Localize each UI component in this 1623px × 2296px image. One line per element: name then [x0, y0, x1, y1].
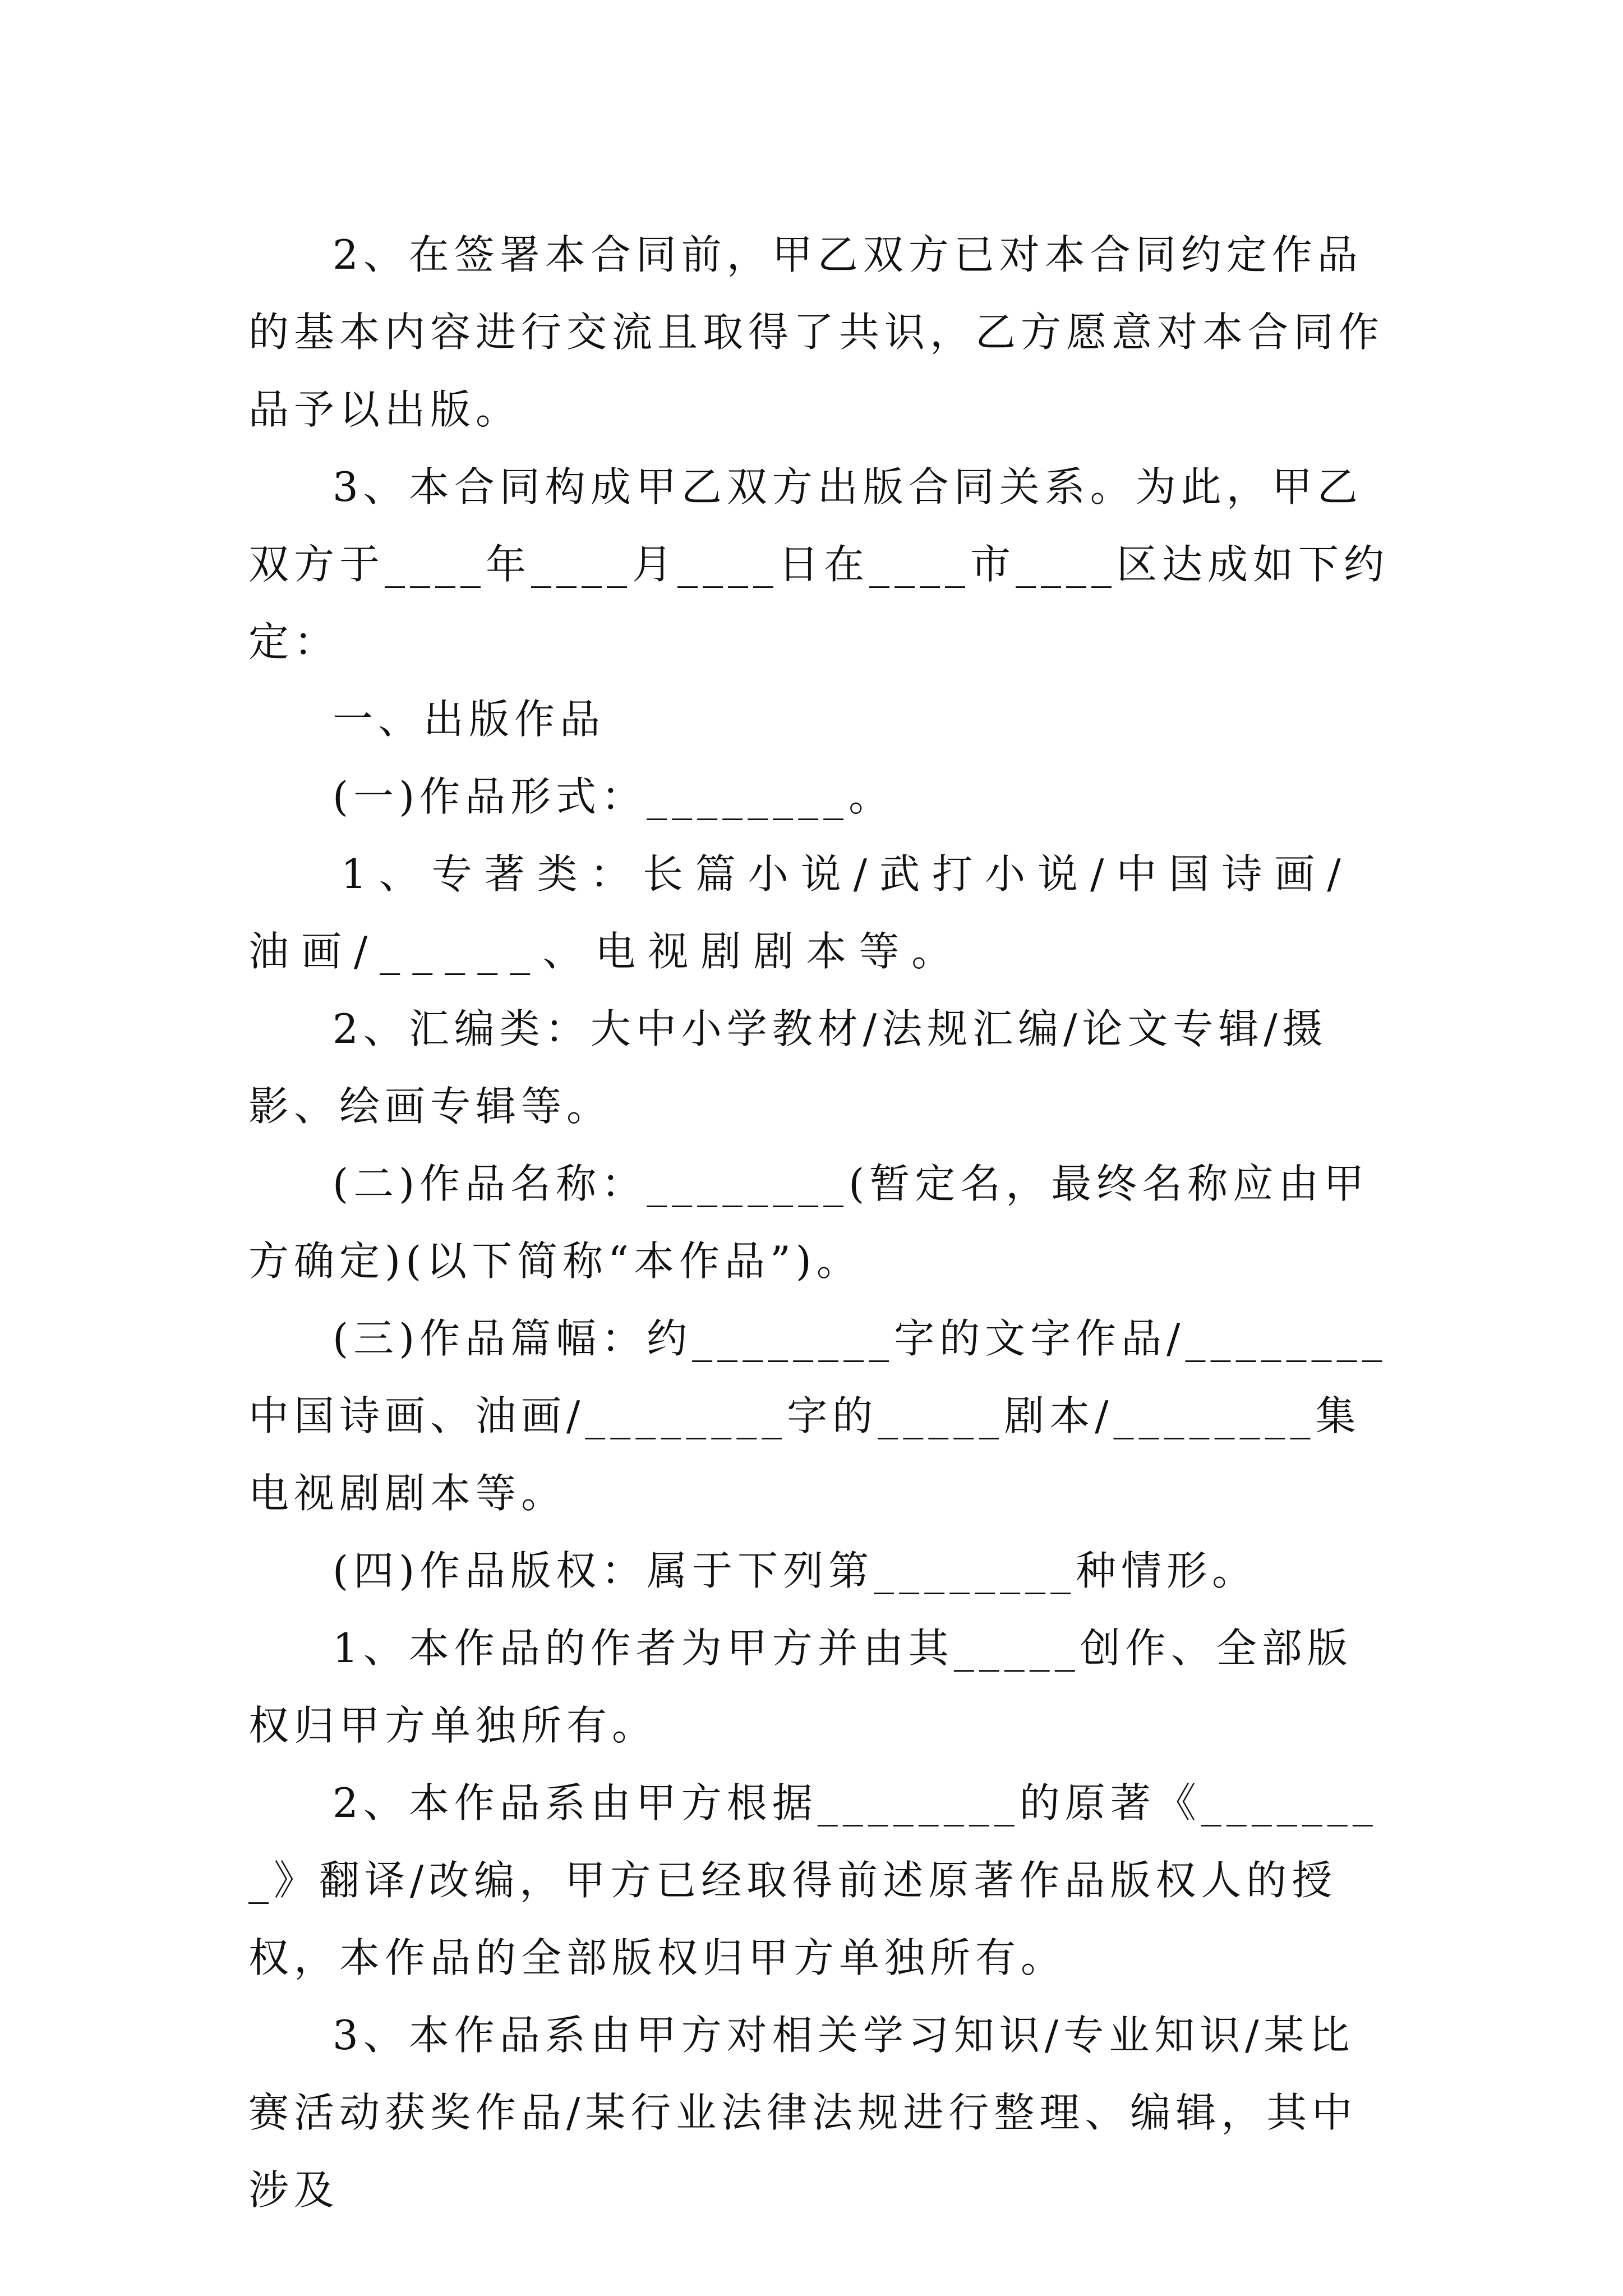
paragraph-copyright-case-1: 1、本作品的作者为甲方并由其_____创作、全部版权归甲方单独所有。: [248, 1625, 1353, 1749]
paragraph-work-length: (三)作品篇幅：约________字的文字作品/________中国诗画、油画/________字的_____剧本/________集电视剧剧本等。: [248, 1315, 1387, 1517]
paragraph-work-title: (二)作品名称：________(暂定名，最终名称应由甲方确定)(以下简称“本作品”)。: [248, 1160, 1370, 1285]
paragraph-copyright-case-3: 3、本作品系由甲方对相关学习知识/专业知识/某比赛活动获奖作品/某行业法律法规进行整理、编辑，其中涉及: [248, 2012, 1358, 2214]
contract-body: [248, 216, 1393, 2229]
paragraph-copyright-case-2: 2、本作品系由甲方根据________的原著《________》翻译/改编，甲方已经取得前述原著作品版权人的授权，本作品的全部版权归甲方单独所有。: [248, 1779, 1378, 1981]
paragraph-contract-relation: 3、本合同构成甲乙双方出版合同关系。为此，甲乙双方于____年____月____日在____市____区达成如下约定：: [248, 463, 1390, 665]
paragraph-compilation-type: 2、汇编类：大中小学教材/法规汇编/论文专辑/摄影、绘画专辑等。: [248, 1005, 1328, 1130]
paragraph-work-copyright: (四)作品版权：属于下列第________种情形。: [333, 1547, 1258, 1594]
paragraph-work-form: (一)作品形式：________。: [333, 773, 895, 820]
paragraph-monograph-type: 1、专著类：长篇小说/武打小说/中国诗画/油画/_____、电视剧剧本等。: [248, 850, 1353, 975]
paragraph-consensus: 2、在签署本合同前，甲乙双方已对本合同约定作品的基本内容进行交流且取得了共识，乙方愿意对本合同作品予以出版。: [248, 231, 1385, 433]
section-heading-publication-work: 一、出版作品: [333, 696, 606, 743]
